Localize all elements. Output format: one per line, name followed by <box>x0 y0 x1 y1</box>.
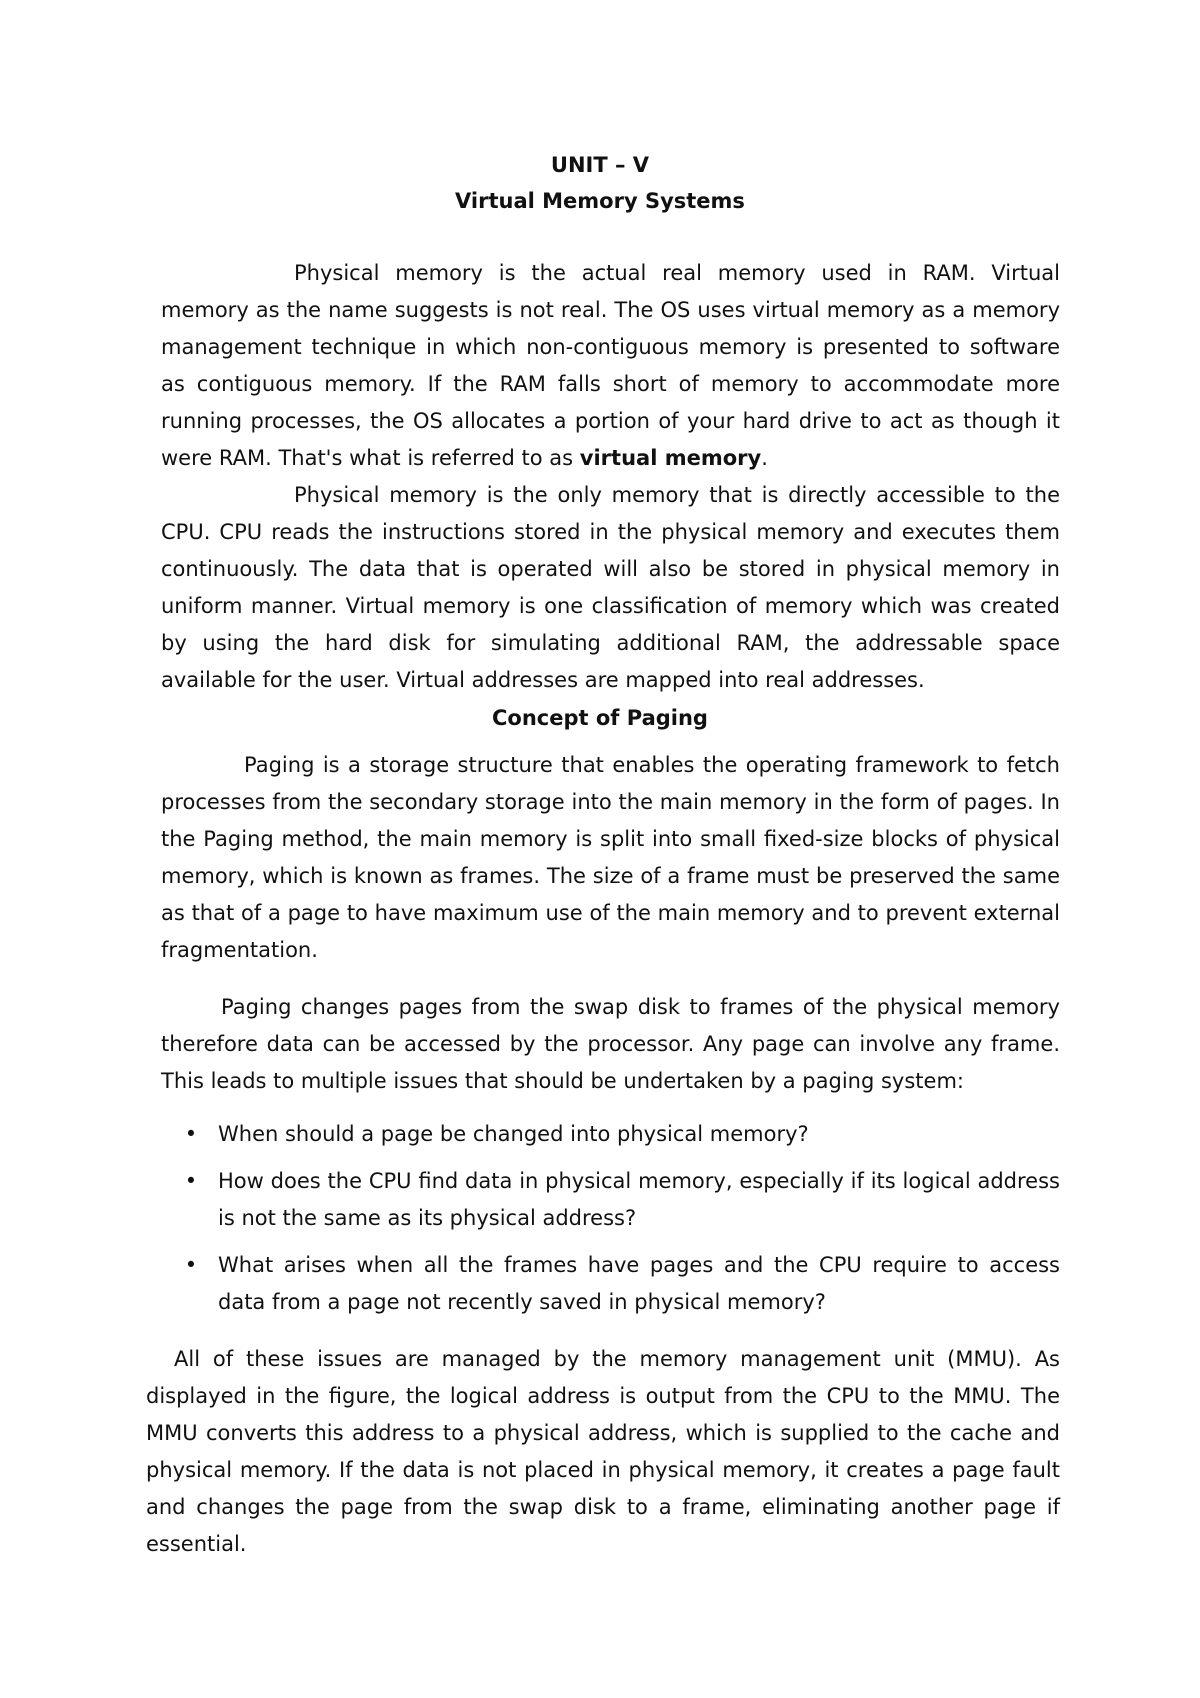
unit-title: UNIT – V <box>550 153 650 177</box>
issue-text: What arises when all the frames have pages and the CPU require to access data from a page not recently saved in physical memory? <box>218 1253 1060 1314</box>
issue-text: How does the CPU find data in physical memory, especially if its logical address is not the same as its physical address? <box>218 1169 1060 1230</box>
issue-text: When should a page be changed into physical memory? <box>218 1122 809 1146</box>
swap-paragraph <box>161 989 1060 1100</box>
intro-period: . <box>761 446 768 470</box>
paging-paragraph <box>161 747 1060 969</box>
paging-text: Paging is a storage structure that enables the operating framework to fetch processes from the secondary storage into the main memory in the form of pages. In the Paging method, the main memory is split into small fixed-size blocks of physical memory, which is known as frames. The size of a frame must be preserved the same as that of a page to have maximum use of the main memory and to prevent external fragmentation. <box>161 753 1060 962</box>
list-item <box>161 1247 1060 1321</box>
issues-list <box>161 1116 1060 1331</box>
virtual-memory-term: virtual memory <box>579 446 762 470</box>
bullet-icon: • <box>184 1169 198 1193</box>
list-item <box>161 1116 1060 1153</box>
swap-text: Paging changes pages from the swap disk to frames of the physical memory therefore data can be accessed by the processor. Any page can involve any frame. This leads to multiple issues that should be undertaken by a paging system: <box>161 995 1060 1093</box>
paging-heading: Concept of Paging <box>492 706 708 730</box>
mmu-text: All of these issues are managed by the memory management unit (MMU). As displayed in the figure, the logical address is output from the CPU to the MMU. The MMU converts this address to a physical address, which is supplied to the cache and physical memory. If the data is not placed in physical memory, it creates a page fault and changes the page from the swap disk to a frame, eliminating another page if essential. <box>146 1347 1060 1556</box>
intro-text: Physical memory is the actual real memory used in RAM. Virtual memory as the name suggests is not real. The OS uses virtual memory as a memory management technique in which non-contiguous memory is presented to software as contiguous memory. If the RAM falls short of memory to accommodate more running processes, the OS allocates a portion of your hard drive to act as though it were RAM. That's what is referred to as <box>161 261 1060 470</box>
mmu-paragraph <box>146 1341 1060 1563</box>
chapter-title: Virtual Memory Systems <box>455 189 745 213</box>
intro-paragraph <box>161 255 1060 477</box>
physical-memory-text: Physical memory is the only memory that is directly accessible to the CPU. CPU reads the instructions stored in the physical memory and executes them continuously. The data that is operated will also be stored in physical memory in uniform manner. Virtual memory is one classification of memory which was created by using the hard disk for simulating additional RAM, the addressable space available for the user. Virtual addresses are mapped into real addresses. <box>161 483 1060 692</box>
bullet-icon: • <box>184 1253 198 1277</box>
physical-memory-paragraph <box>161 477 1060 699</box>
bullet-icon: • <box>184 1122 198 1146</box>
list-item <box>161 1163 1060 1237</box>
